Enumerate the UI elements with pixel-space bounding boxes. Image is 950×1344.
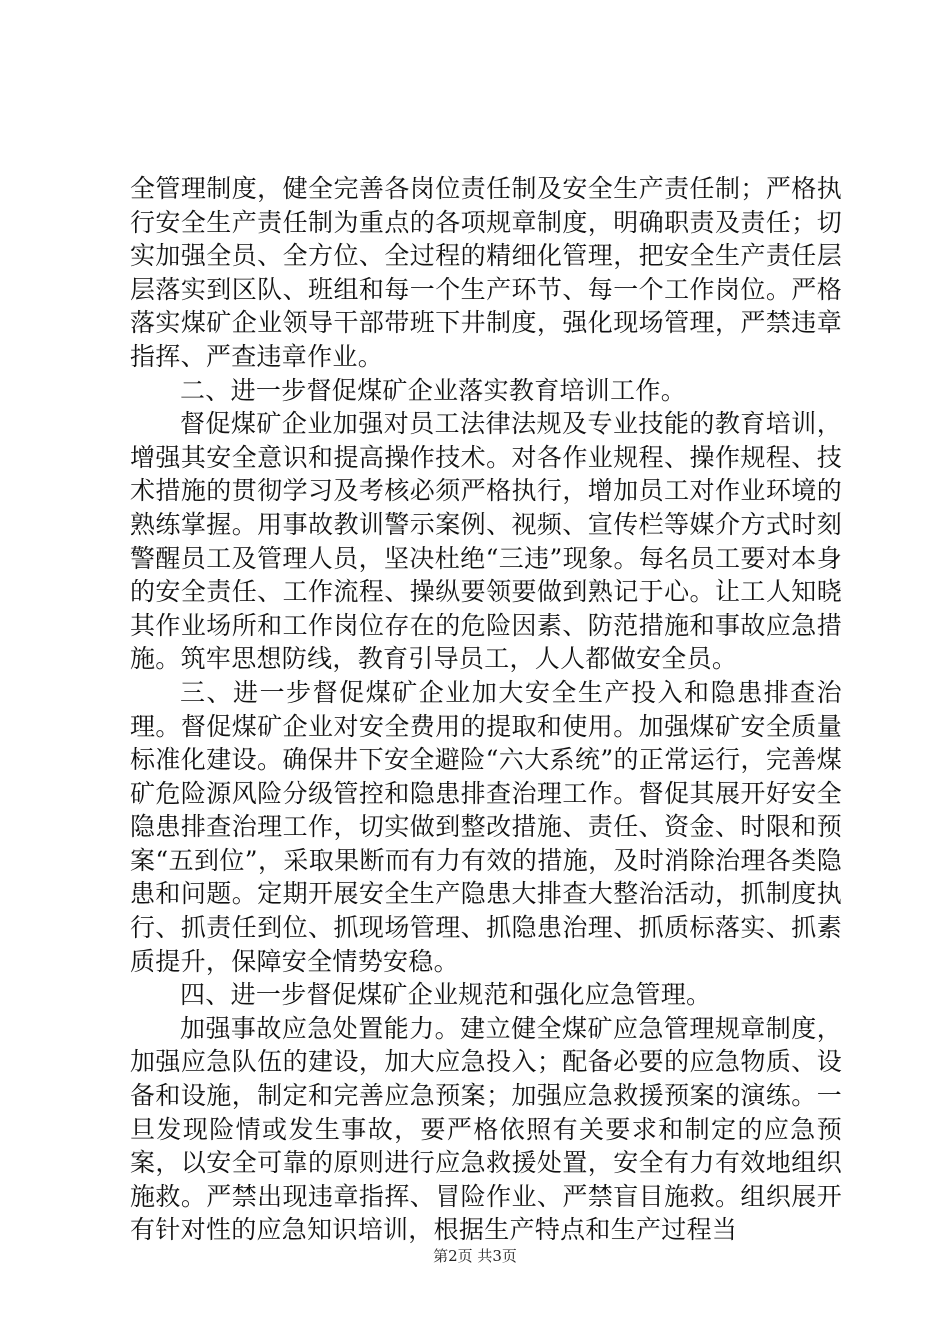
- page-number-footer: 第2页 共3页: [433, 1247, 517, 1265]
- paragraph-6: 加强事故应急处置能力。建立健全煤矿应急管理规章制度，加强应急队伍的建设，加大应急投入；配备必要的应急物质、设备和设施，制定和完善应急预案；加强应急救援预案的演练。一旦发现险情或发生事故，要严格依照有关要求和制定的应急预案，以安全可靠的原则进行应急救援处置，安全有力有效地组织施救。严禁出现违章指挥、冒险作业、严禁盲目施救。组织展开有针对性的应急知识培训，根据生产特点和生产过程当: [130, 1013, 842, 1245]
- section-heading-3: 三、进一步督促煤矿企业加大安全生产投入和隐患排查治理。督促煤矿企业对安全费用的提取和使用。加强煤矿安全质量标准化建设。确保井下安全避险“六大系统”的正常运行，完善煤矿危险源风险分级管控和隐患排查治理工作。督促其展开好安全隐患排查治理工作，切实做到整改措施、责任、资金、时限和预案“五到位”，采取果断而有力有效的措施，及时消除治理各类隐患和问题。定期开展安全生产隐患大排查大整治活动，抓制度执行、抓责任到位、抓现场管理、抓隐患治理、抓质标落实、抓素质提升，保障安全情势安稳。: [130, 677, 842, 976]
- paragraph-1: 全管理制度，健全完善各岗位责任制及安全生产责任制；严格执行安全生产责任制为重点的各项规章制度，明确职责及责任；切实加强全员、全方位、全过程的精细化管理，把安全生产责任层层落实到区队、班组和每一个生产环节、每一个工作岗位。严格落实煤矿企业领导干部带班下井制度，强化现场管理，严禁违章指挥、严查违章作业。: [130, 174, 842, 371]
- section-heading-4: 四、进一步督促煤矿企业规范和强化应急管理。: [180, 980, 712, 1010]
- document-body: [130, 172, 842, 1247]
- paragraph-3: 督促煤矿企业加强对员工法律法规及专业技能的教育培训，增强其安全意识和提高操作技术。对各作业规程、操作规程、技术措施的贯彻学习及考核必须严格执行，增加员工对作业环境的熟练掌握。用事故教训警示案例、视频、宣传栏等媒介方式时刻警醒员工及管理人员，坚决杜绝“三违”现象。每名员工要对本身的安全责任、工作流程、操纵要领要做到熟记于心。让工人知晓其作业场所和工作岗位存在的危险因素、防范措施和事故应急措施。筑牢思想防线，教育引导员工，人人都做安全员。: [130, 409, 842, 674]
- section-heading-2: 二、进一步督促煤矿企业落实教育培训工作。: [180, 375, 687, 405]
